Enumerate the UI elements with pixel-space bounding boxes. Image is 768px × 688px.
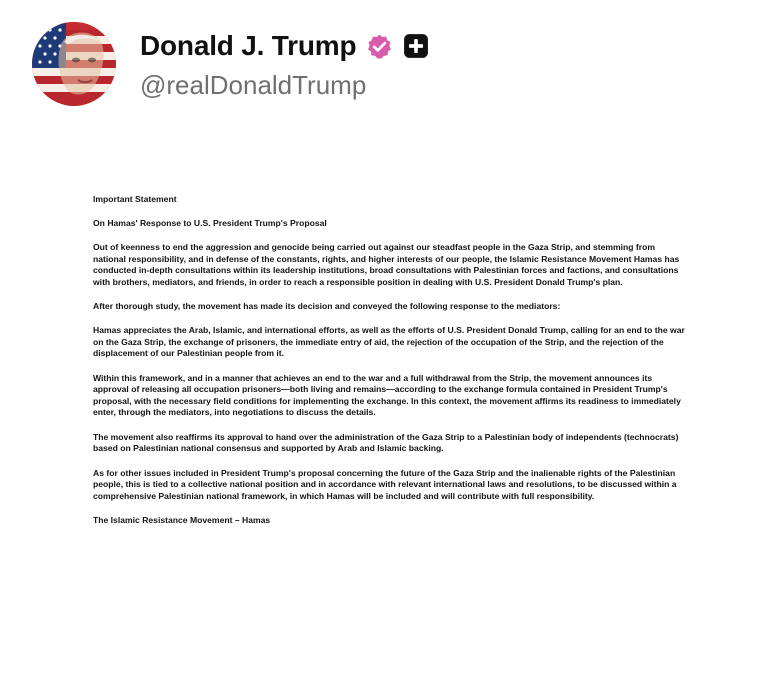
name-row <box>140 26 429 66</box>
statement-paragraph: Out of keenness to end the aggression and genocide being carried out against our steadfast people in the Gaza Strip, and stemming from national responsibility, and in defense of the constants, rights, and higher interests of our people, the Islamic Resistance Movement Hamas has conducted in-depth consultations within its leadership institutions, broad consultations with Palestinian forces and factions, and consultations with brothers, mediators, and friends, in order to reach a responsible position in dealing with U.S. President Donald Trump's plan. <box>93 241 680 287</box>
flag-portrait-avatar-icon <box>32 22 116 106</box>
profile-avatar[interactable] <box>32 22 116 106</box>
statement-signature: The Islamic Resistance Movement – Hamas <box>93 515 271 526</box>
verified-badge-icon <box>366 33 393 60</box>
statement-heading: Important Statement <box>93 194 177 204</box>
post-header <box>0 0 768 140</box>
display-name[interactable]: Donald J. Trump <box>140 30 357 61</box>
profile-handle[interactable]: @realDonaldTrump <box>140 70 367 100</box>
statement-paragraph: After thorough study, the movement has made its decision and conveyed the following response to the mediators: <box>93 301 561 312</box>
statement-paragraph: Within this framework, and in a manner that achieves an end to the war and a full withdrawal from the Strip, the movement announces its approval of releasing all occupation prisoners—both living and remains—according to the exchange formula contained in President Trump's proposal, with the necessary field conditions for implementing the exchange. In this context, the movement affirms its readiness to immediately enter, through the mediators, into negotiations to discuss the details. <box>93 372 681 418</box>
statement-paragraph: As for other issues included in President Trump's proposal concerning the future of the Gaza Strip and the inalienable rights of the Palestinian people, this is tied to a collective national position and in accordance with relevant international laws and resolutions, to be discussed within a comprehensive Palestinian national framework, in which Hamas will be included and will contribute with full responsibility. <box>93 467 677 502</box>
statement-subheading: On Hamas' Response to U.S. President Trump's Proposal <box>93 217 327 228</box>
statement-paragraph: The movement also reaffirms its approval to hand over the administration of the Gaza Strip to a Palestinian body of independents (technocrats) based on Palestinian national consensus and supported by Arab and Islamic backing. <box>93 431 679 454</box>
plus-square-icon[interactable] <box>403 33 429 59</box>
statement-paragraph: Hamas appreciates the Arab, Islamic, and international efforts, as well as the efforts of U.S. President Donald Trump, calling for an end to the war on the Gaza Strip, the exchange of prisoners, the immediate entry of aid, the rejection of the occupation of the Strip, and the rejection of the displacement of our Palestinian people from it. <box>93 325 685 359</box>
statement-document <box>93 194 689 539</box>
